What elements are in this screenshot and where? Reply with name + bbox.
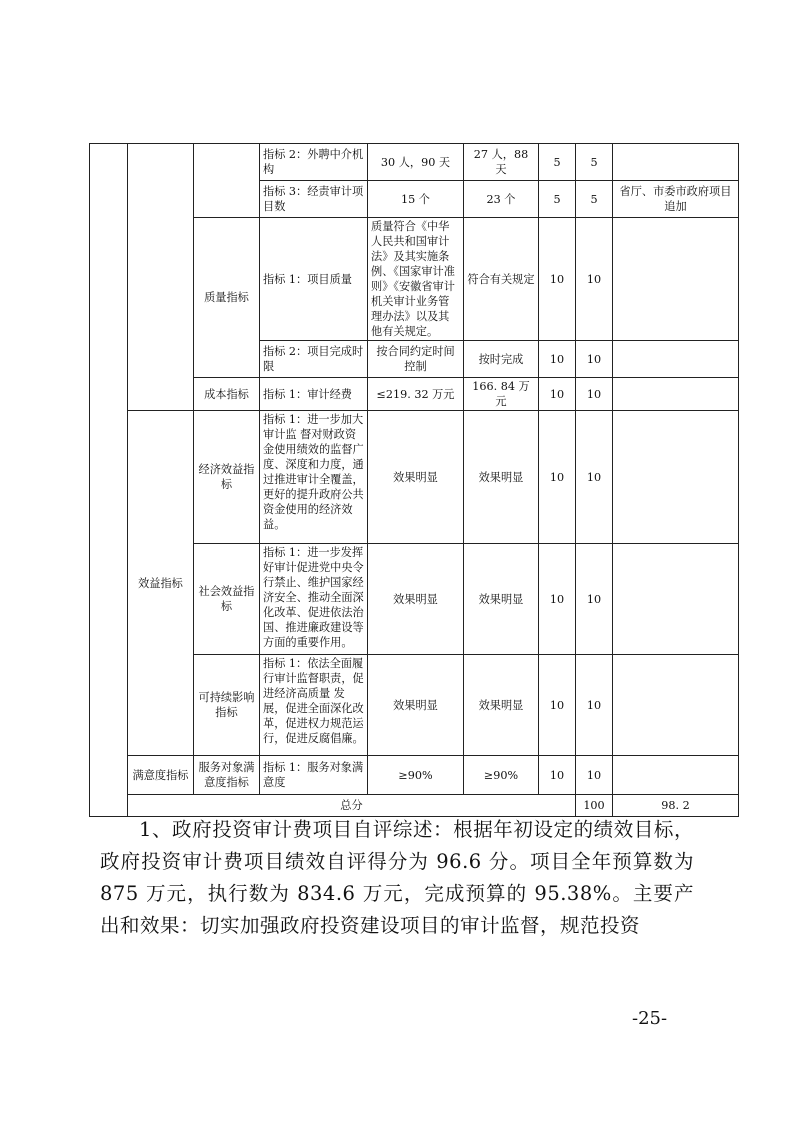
target-cell: 15 个: [368, 181, 464, 218]
note-cell: [613, 218, 739, 341]
social-benefit-label: 社会效益指标: [194, 544, 260, 655]
indicator-cell: 指标 1：服务对象满意度: [260, 756, 368, 795]
note-cell: [613, 544, 739, 655]
weight-cell: 10: [539, 378, 576, 411]
indicator-cell: 指标 1：审计经费: [260, 378, 368, 411]
score-cell: 10: [576, 544, 613, 655]
note-cell: [613, 341, 739, 378]
indicator-cell: 指标 1：进一步加大审计监 督对财政资金使用绩效的监督广度、深度和力度，通过推进审计全覆盖，更好的提升政府公共资金使用的经济效益。: [260, 411, 368, 544]
sustainable-impact-label: 可持续影响指标: [194, 655, 260, 756]
indicator-cell: 指标 1：项目质量: [260, 218, 368, 341]
actual-cell: 23 个: [464, 181, 539, 218]
actual-cell: 效果明显: [464, 544, 539, 655]
level3-cell-blank: [194, 144, 260, 218]
weight-cell: 5: [539, 181, 576, 218]
score-cell: 10: [576, 756, 613, 795]
satisfaction-indicator-label: 满意度指标: [128, 756, 194, 795]
actual-cell: 效果明显: [464, 411, 539, 544]
table-row: [90, 144, 739, 181]
indicator-cell: 指标 3：经责审计项目数: [260, 181, 368, 218]
note-cell: [613, 411, 739, 544]
weight-cell: 10: [539, 218, 576, 341]
table-row: [90, 411, 739, 544]
actual-cell: 27 人，88 天: [464, 144, 539, 181]
target-cell: ≥90%: [368, 756, 464, 795]
table-row: [90, 756, 739, 795]
total-label: 总分: [128, 795, 576, 817]
indicator-cell: 指标 1：依法全面履行审计监督职责，促进经济高质量 发展，促进全面深化改革，促进权力规范运行，促进反腐倡廉。: [260, 655, 368, 756]
indicator-cell: 指标 2：项目完成时限: [260, 341, 368, 378]
target-cell: 按合同约定时间控制: [368, 341, 464, 378]
target-cell: 质量符合《中华人民共和国审计法》及其实施条例、《国家审计准则》《安徽省审计机关审计业务管理办法》以及其他有关规定。: [368, 218, 464, 341]
indicator-cell: 指标 2：外聘中介机构: [260, 144, 368, 181]
target-cell: 效果明显: [368, 411, 464, 544]
total-score-cell: 98. 2: [613, 795, 739, 817]
page-number: -25-: [632, 1008, 668, 1029]
quality-indicator-label: 质量指标: [194, 218, 260, 378]
note-cell: [613, 756, 739, 795]
service-satisfaction-label: 服务对象满意度指标: [194, 756, 260, 795]
benefit-indicator-label: 效益指标: [128, 411, 194, 756]
actual-cell: 按时完成: [464, 341, 539, 378]
note-cell: [613, 144, 739, 181]
actual-cell: 符合有关规定: [464, 218, 539, 341]
score-cell: 10: [576, 378, 613, 411]
target-cell: ≤219. 32 万元: [368, 378, 464, 411]
note-cell: [613, 655, 739, 756]
weight-cell: 10: [539, 341, 576, 378]
score-cell: 10: [576, 655, 613, 756]
score-cell: 10: [576, 218, 613, 341]
weight-cell: 10: [539, 544, 576, 655]
total-weight-cell: 100: [576, 795, 613, 817]
economic-benefit-label: 经济效益指标: [194, 411, 260, 544]
actual-cell: ≥90%: [464, 756, 539, 795]
weight-cell: 10: [539, 756, 576, 795]
score-cell: 10: [576, 411, 613, 544]
cost-indicator-label: 成本指标: [194, 378, 260, 411]
weight-cell: 10: [539, 655, 576, 756]
note-cell: [613, 378, 739, 411]
weight-cell: 10: [539, 411, 576, 544]
score-cell: 5: [576, 144, 613, 181]
actual-cell: 166. 84 万元: [464, 378, 539, 411]
level1-cell-blank: [90, 144, 128, 817]
score-cell: 5: [576, 181, 613, 218]
note-cell: 省厅、市委市政府项目追加: [613, 181, 739, 218]
level2-cell-blank: [128, 144, 194, 411]
target-cell: 效果明显: [368, 544, 464, 655]
indicator-cell: 指标 1：进一步发挥好审计促进党中央令行禁止、维护国家经济安全、推动全面深化改革、促进依法治国、推进廉政建设等方面的重要作用。: [260, 544, 368, 655]
summary-paragraph: 1、政府投资审计费项目自评综述：根据年初设定的绩效目标，政府投资审计费项目绩效自评得分为 96.6 分。项目全年预算数为 875 万元，执行数为 834.6 万元，完成预算的 95.38%。主要产出和效果：切实加强政府投资建设项目的审计监督，规范投资: [100, 818, 694, 937]
actual-cell: 效果明显: [464, 655, 539, 756]
weight-cell: 5: [539, 144, 576, 181]
performance-table: [89, 143, 739, 817]
score-cell: 10: [576, 341, 613, 378]
target-cell: 效果明显: [368, 655, 464, 756]
target-cell: 30 人，90 天: [368, 144, 464, 181]
